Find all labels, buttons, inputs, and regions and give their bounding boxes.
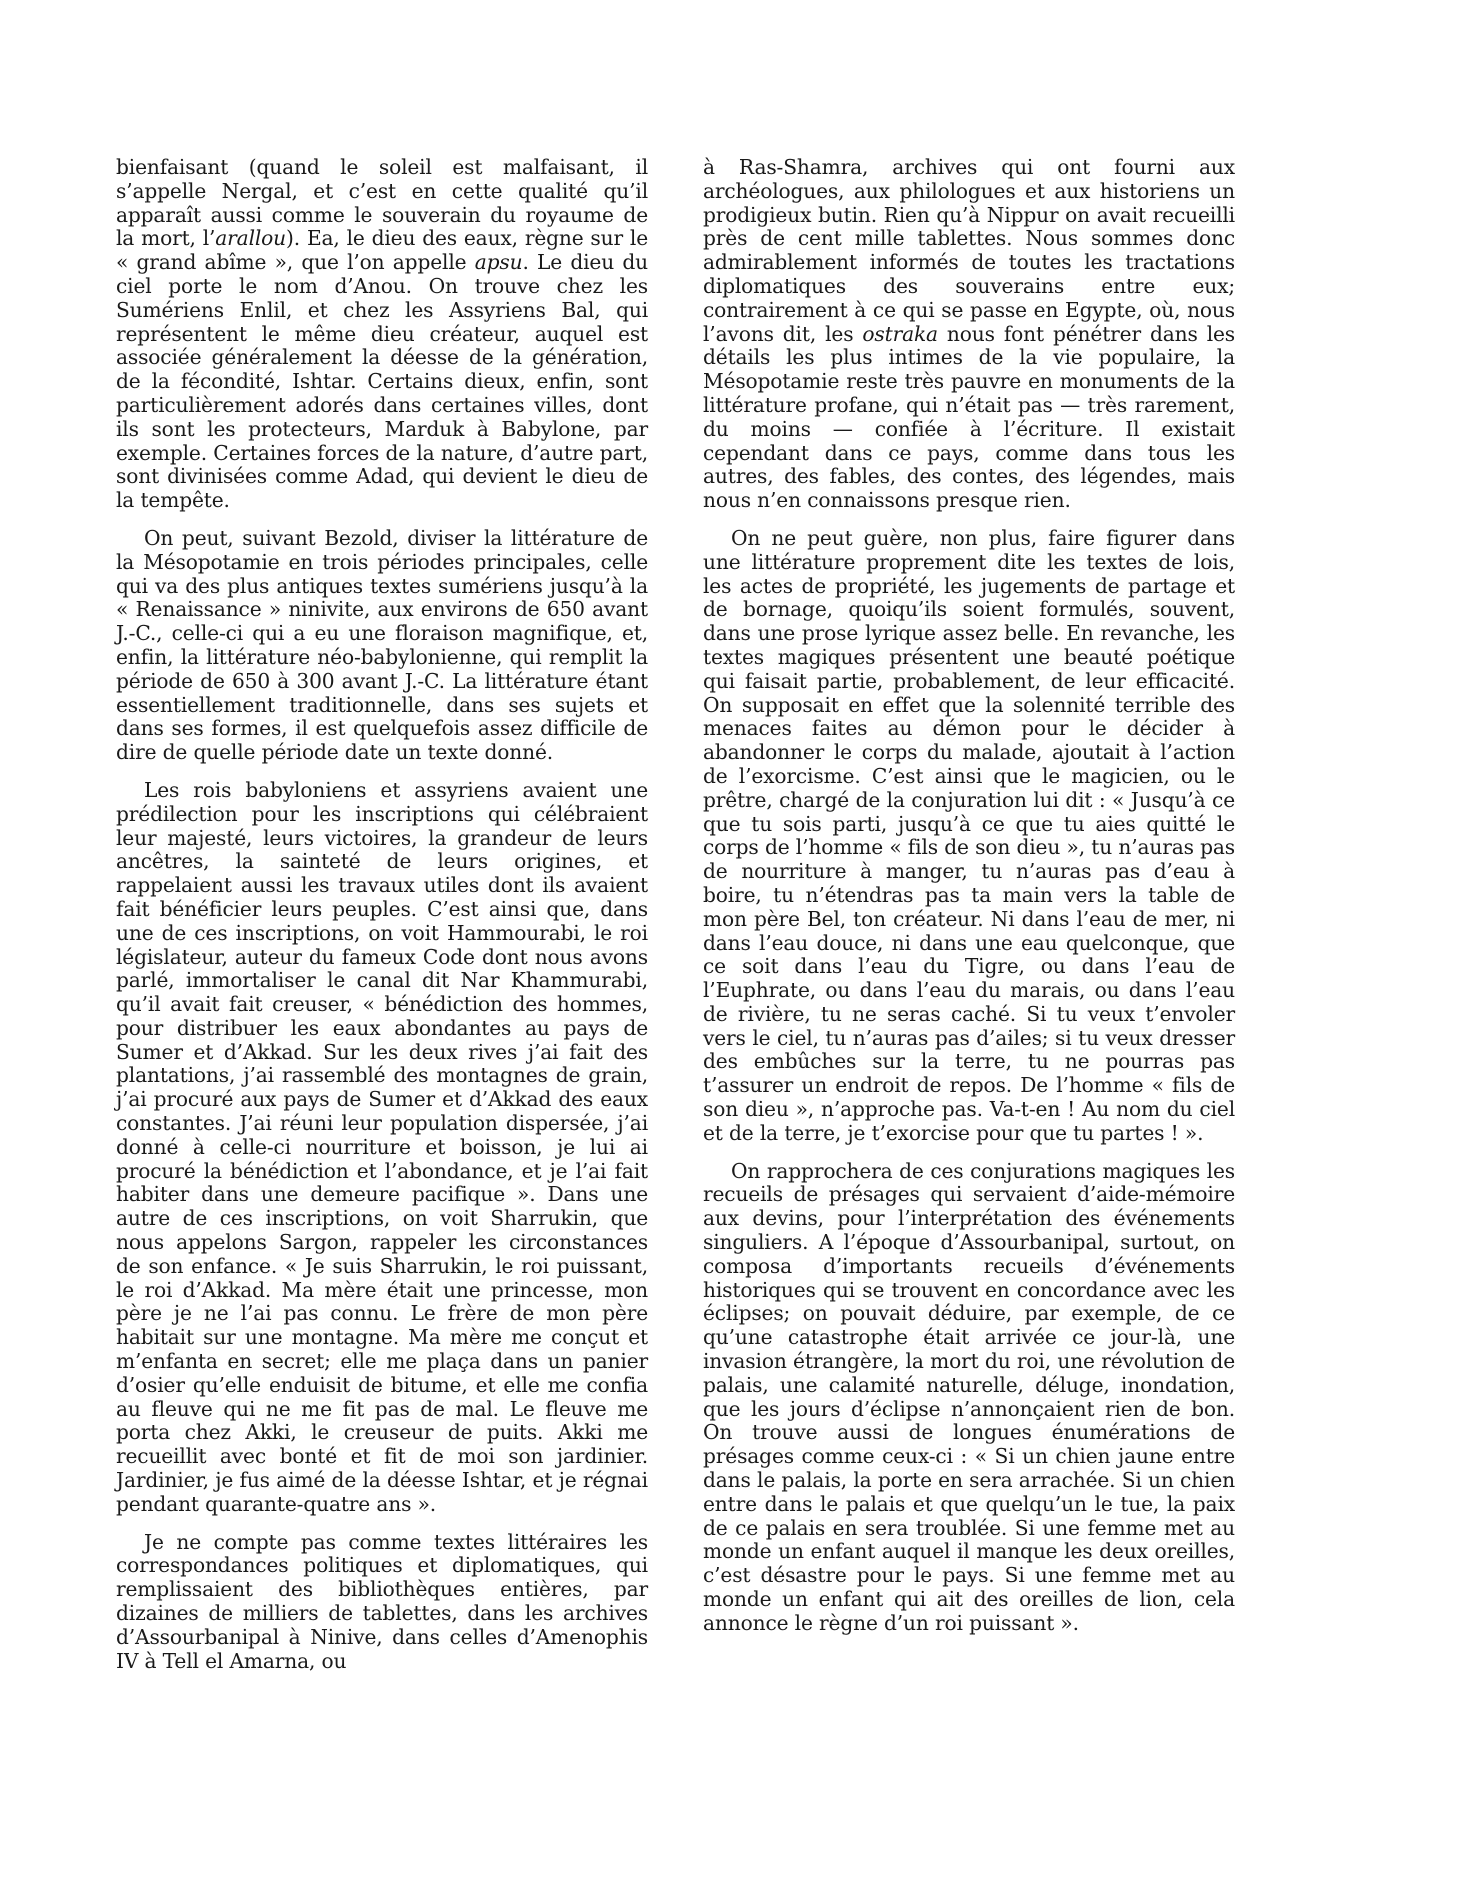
paragraph: Je ne compte pas comme textes littéraires les correspondances politiques et diplomatiques, qui remplissaient des bibliothèques entières, par dizaines de milliers de tablettes, dans les archives d’Assourbanipal à Ninive, dans celles d’Amenophis IV à Tell el Amarna, ou bbox=[116, 1529, 648, 1673]
paragraph: Les rois babyloniens et assyriens avaient une prédilection pour les inscriptions qui célébraient leur majesté, leurs victoires, la grandeur de leurs ancêtres, la sainteté de leurs origines, et rappelaient aussi les travaux utiles dont ils avaient fait bénéficier leurs peuples. C’est ainsi que, dans une de ces inscriptions, on voit Hammourabi, le roi législateur, auteur du fameux Code dont nous avons parlé, immortaliser le canal dit Nar Khammurabi, qu’il avait fait creuser, « bénédiction des hommes, pour distribuer les eaux abondantes au pays de Sumer et d’Akkad. Sur les deux rives j’ai fait des plantations, j’ai rassemblé des montagnes de grain, j’ai procuré aux pays de Sumer et d’Akkad des eaux constantes. J’ai réuni leur population dispersée, j’ai donné à celle-ci nourriture et boisson, je lui ai procuré la bénédiction et l’abondance, et je l’ai fait habiter dans une demeure pacifique ». Dans une autre de ces inscriptions, on voit Sharrukin, que nous appelons Sargon, rappeler les circonstances de son enfance. « Je suis Sharrukin, le roi puissant, le roi d’Akkad. Ma mère était une princesse, mon père je ne l’ai pas connu. Le frère de mon père habitait sur une montagne. Ma mère me conçut et m’enfanta en secret; elle me plaça dans un panier d’osier qu’elle enduisit de bitume, et elle me confia au fleuve qui ne me fit pas de mal. Le fleuve me porta chez Akki, le creuseur de puits. Akki me recueillit avec bonté et fit de moi son jardinier. Jardinier, je fus aimé de la déesse Ishtar, et je régnai pendant quarante-quatre ans ». bbox=[116, 777, 648, 1516]
paragraph: à Ras-Shamra, archives qui ont fourni aux archéologues, aux philologues et aux historiens un prodigieux butin. Rien qu’à Nippur on avait recueilli près de cent mille tablettes. Nous sommes donc admirablement informés de toutes les tractations diplomatiques des souverains entre eux; contrairement à ce qui se passe en Egypte, où, nous l’avons dit, les ostraka nous font pénétrer dans les détails les plus intimes de la vie populaire, la Mésopotamie reste très pauvre en monuments de la littérature profane, qui n’était pas — très rarement, du moins — confiée à l’écriture. Il existait cependant dans ce pays, comme dans tous les autres, des fables, des contes, des légendes, mais nous n’en connaissons presque rien. bbox=[703, 155, 1236, 513]
paragraph: bienfaisant (quand le soleil est malfaisant, il s’appelle Nergal, et c’est en cette qualité qu’il apparaît aussi comme le souverain du royaume de la mort, l’arallou). Ea, le dieu des eaux, règne sur le « grand abîme », que l’on appelle apsu. Le dieu du ciel porte le nom d’Anou. On trouve chez les Sumériens Enlil, et chez les Assyriens Bal, qui représentent le même dieu créateur, auquel est associée généralement la déesse de la génération, de la fécondité, Ishtar. Certains dieux, enfin, sont particulièrement adorés dans certaines villes, dont ils sont les protecteurs, Marduk à Babylone, par exemple. Certaines forces de la nature, d’autre part, sont divinisées comme Adad, qui devient le dieu de la tempête. bbox=[116, 155, 648, 513]
left-column bbox=[116, 156, 648, 1687]
right-column bbox=[703, 156, 1235, 1650]
paragraph: On peut, suivant Bezold, diviser la littérature de la Mésopotamie en trois périodes principales, celle qui va des plus antiques textes sumériens jusqu’à la « Renaissance » ninivite, aux environs de 650 avant J.-C., celle-ci qui a eu une floraison magnifique, et, enfin, la littérature néo-babylonienne, qui remplit la période de 650 à 300 avant J.-C. La littérature étant essentiellement traditionnelle, dans ses sujets et dans ses formes, il est quelquefois assez difficile de dire de quelle période date un texte donné. bbox=[116, 525, 648, 765]
paragraph: On ne peut guère, non plus, faire figurer dans une littérature proprement dite les textes de lois, les actes de propriété, les jugements de partage et de bornage, quoiqu’ils soient formulés, souvent, dans une prose lyrique assez belle. En revanche, les textes magiques présentent une beauté poétique qui faisait partie, probablement, de leur efficacité. On supposait en effet que la solennité terrible des menaces faites au démon pour le décider à abandonner le corps du malade, ajoutait à l’action de l’exorcisme. C’est ainsi que le magicien, ou le prêtre, chargé de la conjuration lui dit : « Jusqu’à ce que tu sois parti, jusqu’à ce que tu aies quitté le corps de l’homme « fils de son dieu », tu n’auras pas de nourriture à manger, tu n’auras pas d’eau à boire, tu n’étendras pas ta main vers la table de mon père Bel, ton créateur. Ni dans l’eau de mer, ni dans l’eau douce, ni dans une eau quelconque, que ce soit dans l’eau du Tigre, ou dans l’eau de l’Euphrate, ou dans l’eau du marais, ou dans l’eau de rivière, tu ne seras caché. Si tu veux t’envoler vers le ciel, tu n’auras pas d’ailes; si tu veux dresser des embûches sur la terre, tu ne pourras pas t’assurer un endroit de repos. De l’homme « fils de son dieu », n’approche pas. Va-t-en ! Au nom du ciel et de la terre, je t’exorcise pour que tu partes ! ». bbox=[703, 525, 1235, 1145]
paragraph: On rapprochera de ces conjurations magiques les recueils de présages qui servaient d’aide-mémoire aux devins, pour l’interprétation des événements singuliers. A l’époque d’Assourbanipal, surtout, on composa d’importants recueils d’événements historiques qui se trouvent en concordance avec les éclipses; on pouvait déduire, par exemple, de ce qu’une catastrophe était arrivée ce jour-là, une invasion étrangère, la mort du roi, une révolution de palais, une calamité naturelle, déluge, inondation, que les jours d’éclipse n’annonçaient rien de bon. On trouve aussi de longues énumérations de présages comme ceux-ci : « Si un chien jaune entre dans le palais, la porte en sera arrachée. Si un chien entre dans le palais et que quelqu’un le tue, la paix de ce palais en sera troublée. Si une femme met au monde un enfant auquel il manque les deux oreilles, c’est désastre pour le pays. Si une femme met au monde un enfant qui ait des oreilles de lion, cela annonce le règne d’un roi puissant ». bbox=[703, 1158, 1235, 1635]
